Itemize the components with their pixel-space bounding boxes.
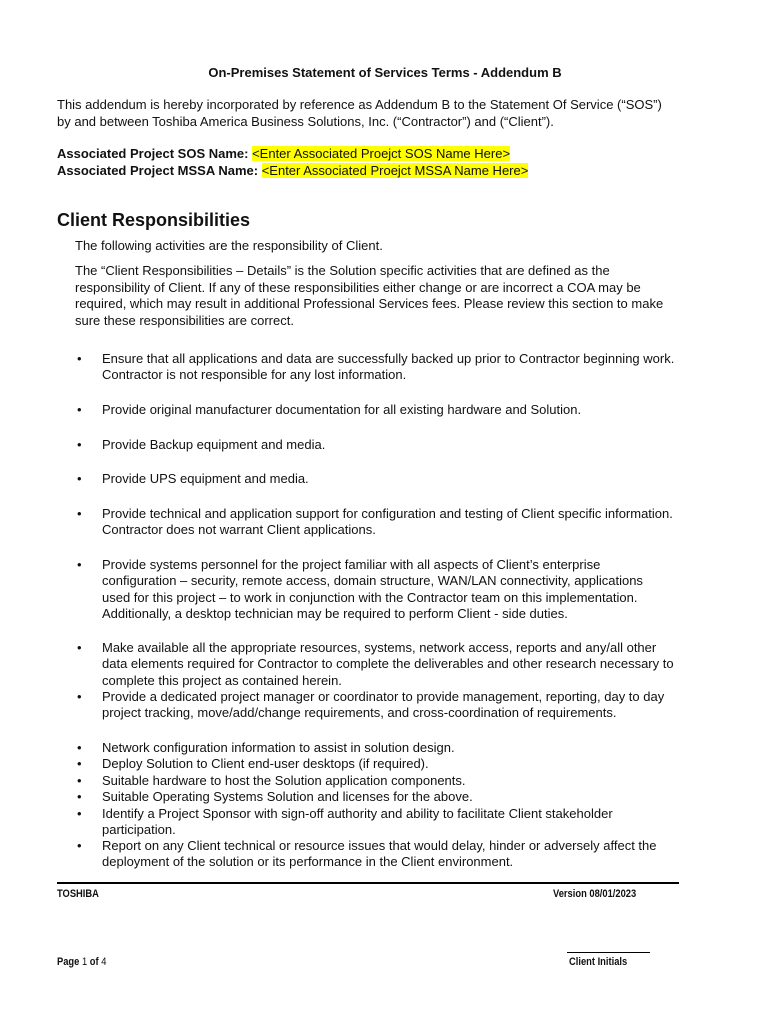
list-item-line: Provide Backup equipment and media. — [102, 437, 326, 452]
page-of: of — [89, 956, 99, 968]
section-intro: The following activities are the responsibility of Client. — [75, 238, 383, 253]
client-initials-line[interactable] — [567, 952, 650, 953]
list-item-line: Ensure that all applications and data are successfully backed up prior to Contractor beginning work. — [102, 351, 675, 366]
intro-paragraph — [57, 96, 727, 130]
mssa-name-line — [57, 163, 528, 179]
paragraph-line: sure these responsibilities are correct. — [75, 312, 294, 328]
bullet-icon: • — [77, 689, 82, 704]
document-title: On-Premises Statement of Services Terms - Addendum B — [208, 65, 562, 80]
list-item-line: Provide original manufacturer documentation for all existing hardware and Solution. — [102, 402, 582, 417]
list-item-text — [102, 640, 732, 689]
footer-version: Version 08/01/2023 — [553, 888, 637, 900]
page-number — [57, 956, 106, 968]
bullet-icon: • — [77, 506, 82, 521]
list-item-text — [102, 437, 732, 453]
list-item-line: project tracking, move/add/change requirements, and cross-coordination of requirements. — [102, 705, 617, 721]
list-item-line: configuration – security, remote access, domain structure, WAN/LAN connectivity, applications — [102, 573, 643, 589]
sos-name-label: Associated Project SOS Name: — [57, 146, 253, 161]
section-details-paragraph — [75, 263, 715, 329]
mssa-name-label: Associated Project MSSA Name: — [57, 163, 262, 178]
list-item-line: Suitable hardware to host the Solution application components. — [102, 773, 466, 788]
bullet-icon: • — [77, 402, 82, 417]
list-item-text — [102, 806, 732, 839]
footer-company: TOSHIBA — [57, 888, 99, 900]
list-item-text — [102, 838, 732, 871]
bullet-icon: • — [77, 789, 82, 804]
list-item-line: Provide UPS equipment and media. — [102, 471, 309, 486]
sos-name-field[interactable]: <Enter Associated Proejct SOS Name Here> — [252, 146, 511, 161]
list-item-line: Additionally, a desktop technician may be required to perform Client - side duties. — [102, 606, 568, 622]
list-item-line: Provide technical and application support for configuration and testing of Client specific information. — [102, 506, 673, 521]
list-item-text — [102, 402, 732, 418]
bullet-icon: • — [77, 773, 82, 788]
bullet-icon: • — [77, 756, 82, 771]
list-item-text — [102, 557, 732, 623]
bullet-icon: • — [77, 557, 82, 572]
bullet-icon: • — [77, 471, 82, 486]
list-item-line: Contractor is not responsible for any lost information. — [102, 367, 407, 383]
page-current: 1 — [81, 956, 88, 968]
list-item-line: Provide systems personnel for the project familiar with all aspects of Client’s enterprise — [102, 557, 601, 572]
list-item-text — [102, 756, 732, 772]
list-item-text — [102, 351, 732, 384]
list-item-line: Report on any Client technical or resource issues that would delay, hinder or adversely affect the — [102, 838, 657, 853]
list-item-text — [102, 689, 732, 722]
mssa-name-field[interactable]: <Enter Associated Proejct MSSA Name Here> — [261, 163, 529, 178]
list-item-line: data elements required for Contractor to complete the deliverables and other research necessary to — [102, 656, 674, 672]
list-item-line: Suitable Operating Systems Solution and licenses for the above. — [102, 789, 473, 804]
bullet-icon: • — [77, 437, 82, 452]
list-item-line: used for this project – to work in conjunction with the Contractor team on this implementation. — [102, 589, 638, 605]
bullet-icon: • — [77, 351, 82, 366]
list-item-line: deployment of the solution or its performance in the Client environment. — [102, 854, 514, 870]
paragraph-line: The “Client Responsibilities – Details” is the Solution specific activities that are defined as the — [75, 263, 610, 278]
list-item-line: Deploy Solution to Client end-user desktops (if required). — [102, 756, 429, 771]
sos-name-line — [57, 146, 510, 162]
bullet-icon: • — [77, 838, 82, 853]
list-item-line: Contractor does not warrant Client applications. — [102, 522, 376, 538]
list-item-line: complete this project as contained herein. — [102, 672, 342, 688]
list-item-text — [102, 773, 732, 789]
bullet-icon: • — [77, 740, 82, 755]
bullet-icon: • — [77, 640, 82, 655]
page-total: 4 — [101, 956, 107, 968]
list-item-line: Make available all the appropriate resources, systems, network access, reports and any/all other — [102, 640, 657, 655]
bullet-icon: • — [77, 806, 82, 821]
list-item-line: Provide a dedicated project manager or coordinator to provide management, reporting, day to day — [102, 689, 665, 704]
page-label: Page — [57, 956, 80, 968]
client-initials-label: Client Initials — [569, 956, 628, 968]
list-item-text — [102, 506, 732, 539]
list-item-line: participation. — [102, 822, 176, 838]
list-item-text — [102, 789, 732, 805]
list-item-line: Network configuration information to assist in solution design. — [102, 740, 455, 755]
list-item-text — [102, 471, 732, 487]
footer-rule — [57, 882, 679, 884]
list-item-text — [102, 740, 732, 756]
paragraph-line: responsibility of Client. If any of these responsibilities either change or are incorrect a COA may be — [75, 279, 641, 295]
intro-line: by and between Toshiba America Business Solutions, Inc. (“Contractor”) and (“Client”). — [57, 114, 554, 129]
section-heading: Client Responsibilities — [57, 210, 251, 230]
paragraph-line: required, which may result in additional Professional Services fees. Please review this section to make — [75, 296, 664, 311]
intro-line: This addendum is hereby incorporated by reference as Addendum B to the Statement Of Service (“SOS”) — [57, 97, 662, 112]
list-item-line: Identify a Project Sponsor with sign-off authority and ability to facilitate Client stakeholder — [102, 806, 613, 821]
